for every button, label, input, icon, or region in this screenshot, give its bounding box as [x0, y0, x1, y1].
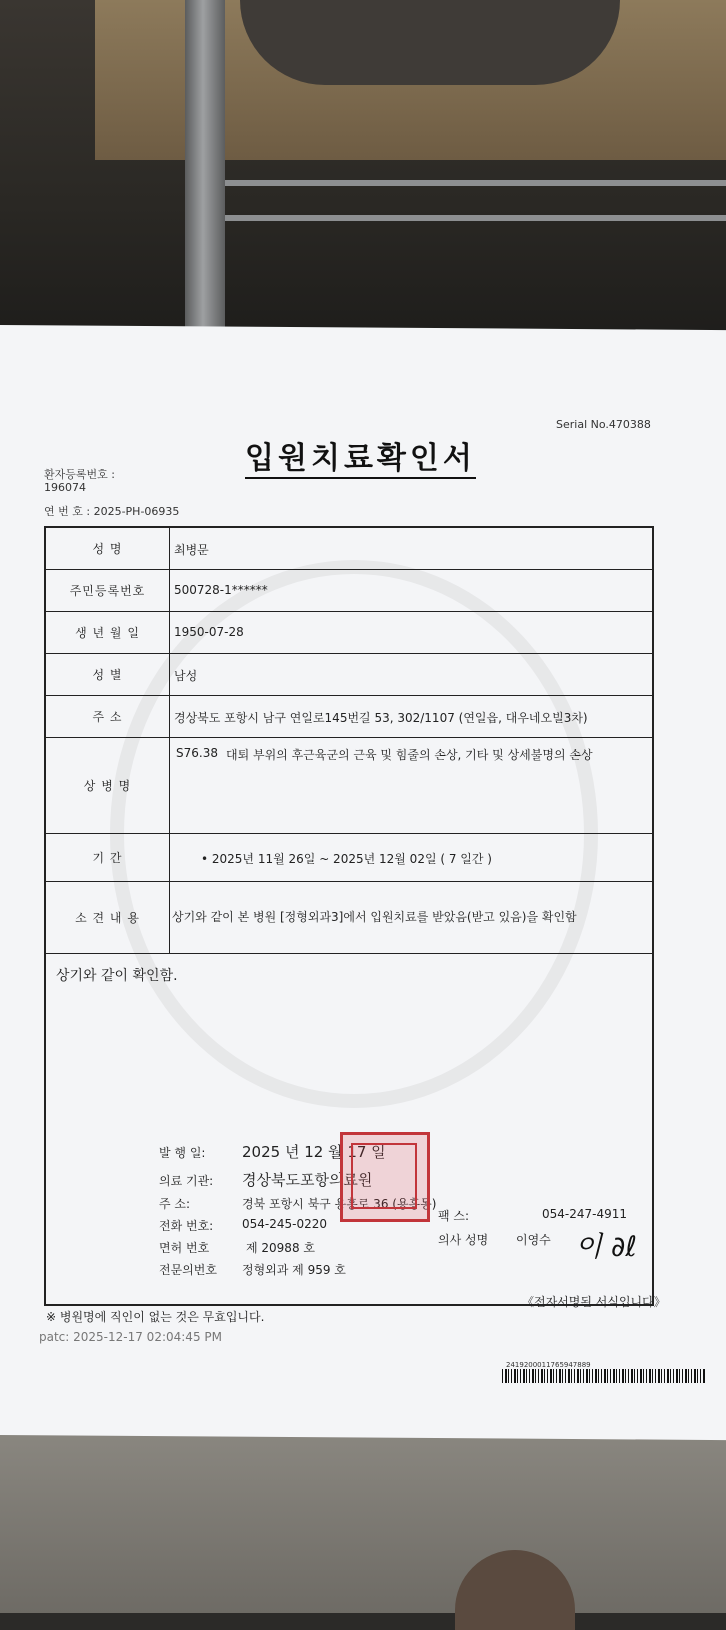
form-row-diagnosis: [46, 738, 652, 834]
form-row-address: [46, 696, 652, 738]
wire-rack: [215, 180, 726, 186]
row-value: 남성: [174, 669, 198, 683]
serial-number: Serial No.470388: [556, 418, 651, 431]
row-label: 성 명: [46, 528, 170, 569]
fax-label: 팩 스:: [438, 1209, 470, 1223]
row-label: 성 별: [46, 654, 170, 695]
row-value: 경상북도 포항시 남구 연일로145번길 53, 302/1107 (연일읍, 대우네오빌3차): [174, 711, 588, 725]
metal-rod: [185, 0, 225, 330]
row-value: 상기와 같이 본 병원 [정형외과3]에서 입원치료를 받았음(받고 있음)을 확인함: [172, 910, 577, 924]
form-row-birthdate: [46, 612, 652, 654]
row-label: 생 년 월 일: [46, 612, 170, 653]
row-value: 최병문: [174, 543, 209, 557]
serial-number-line: 연 번 호 : 2025-PH-06935: [44, 505, 180, 518]
row-label: 상 병 명: [46, 738, 170, 833]
issue-date-label: 발 행 일:: [159, 1146, 206, 1160]
specialist-value: 정형외과 제 959 호: [242, 1263, 346, 1277]
background-floor: [0, 1430, 726, 1613]
address-label: 주 소:: [159, 1197, 191, 1211]
official-seal-icon: [340, 1132, 430, 1222]
fax-value: 054-247-4911: [542, 1207, 628, 1221]
confirmation-text: 상기와 같이 확인함.: [56, 968, 178, 984]
signature-icon: 이 ∂ℓ: [575, 1230, 637, 1263]
address-value: 경북 포항시 북구 용흥로 36 (용흥동): [242, 1197, 437, 1211]
row-label: 소 견 내 용: [46, 882, 170, 953]
row-label: 주민등록번호: [46, 570, 170, 611]
form-row-period: [46, 834, 652, 882]
form-row-opinion: [46, 882, 652, 954]
barcode-icon: [502, 1369, 706, 1383]
document-title: 입원치료확인서: [245, 441, 476, 479]
license-label: 면허 번호: [159, 1241, 210, 1255]
specialist-label: 전문의번호: [159, 1263, 217, 1277]
doctor-label: 의사 성명: [438, 1233, 489, 1247]
phone-label: 전화 번호:: [159, 1219, 214, 1233]
row-value: 대퇴 부위의 후근육군의 근육 및 힘줄의 손상, 기타 및 상세불명의 손상: [226, 748, 593, 762]
wire-rack: [215, 215, 726, 221]
diagnosis-code: S76.38: [176, 746, 218, 760]
institution-value: 경상북도포항의료원: [242, 1171, 373, 1189]
print-timestamp: patc: 2025-12-17 02:04:45 PM: [39, 1330, 222, 1344]
phone-value: 054-245-0220: [242, 1217, 328, 1231]
box-lid: [240, 0, 620, 85]
row-value: 1950-07-28: [174, 625, 244, 639]
e-signature-note: 《전자서명된 서식입니다》: [522, 1295, 666, 1309]
registration-label: 환자등록번호 :: [44, 468, 115, 481]
form-row-name: [46, 528, 652, 570]
row-label: 기 간: [46, 834, 170, 881]
issue-date-value: 2025 년 12 월 17 일: [242, 1143, 386, 1161]
invalid-notice: ※ 병원명에 직인이 없는 것은 무효입니다.: [46, 1310, 265, 1324]
row-label: 주 소: [46, 696, 170, 737]
row-value: • 2025년 11월 26일 ~ 2025년 12월 02일 ( 7 일간 ): [201, 852, 492, 866]
institution-label: 의료 기관:: [159, 1174, 214, 1188]
registration-number: 196074: [44, 481, 86, 494]
form-row-sex: [46, 654, 652, 696]
doctor-value: 이영수: [516, 1233, 551, 1247]
barcode-number: 2419200011765947889: [506, 1361, 591, 1369]
license-value: 제 20988 호: [246, 1241, 315, 1255]
row-value: 500728-1******: [174, 583, 268, 597]
form-row-id: [46, 570, 652, 612]
